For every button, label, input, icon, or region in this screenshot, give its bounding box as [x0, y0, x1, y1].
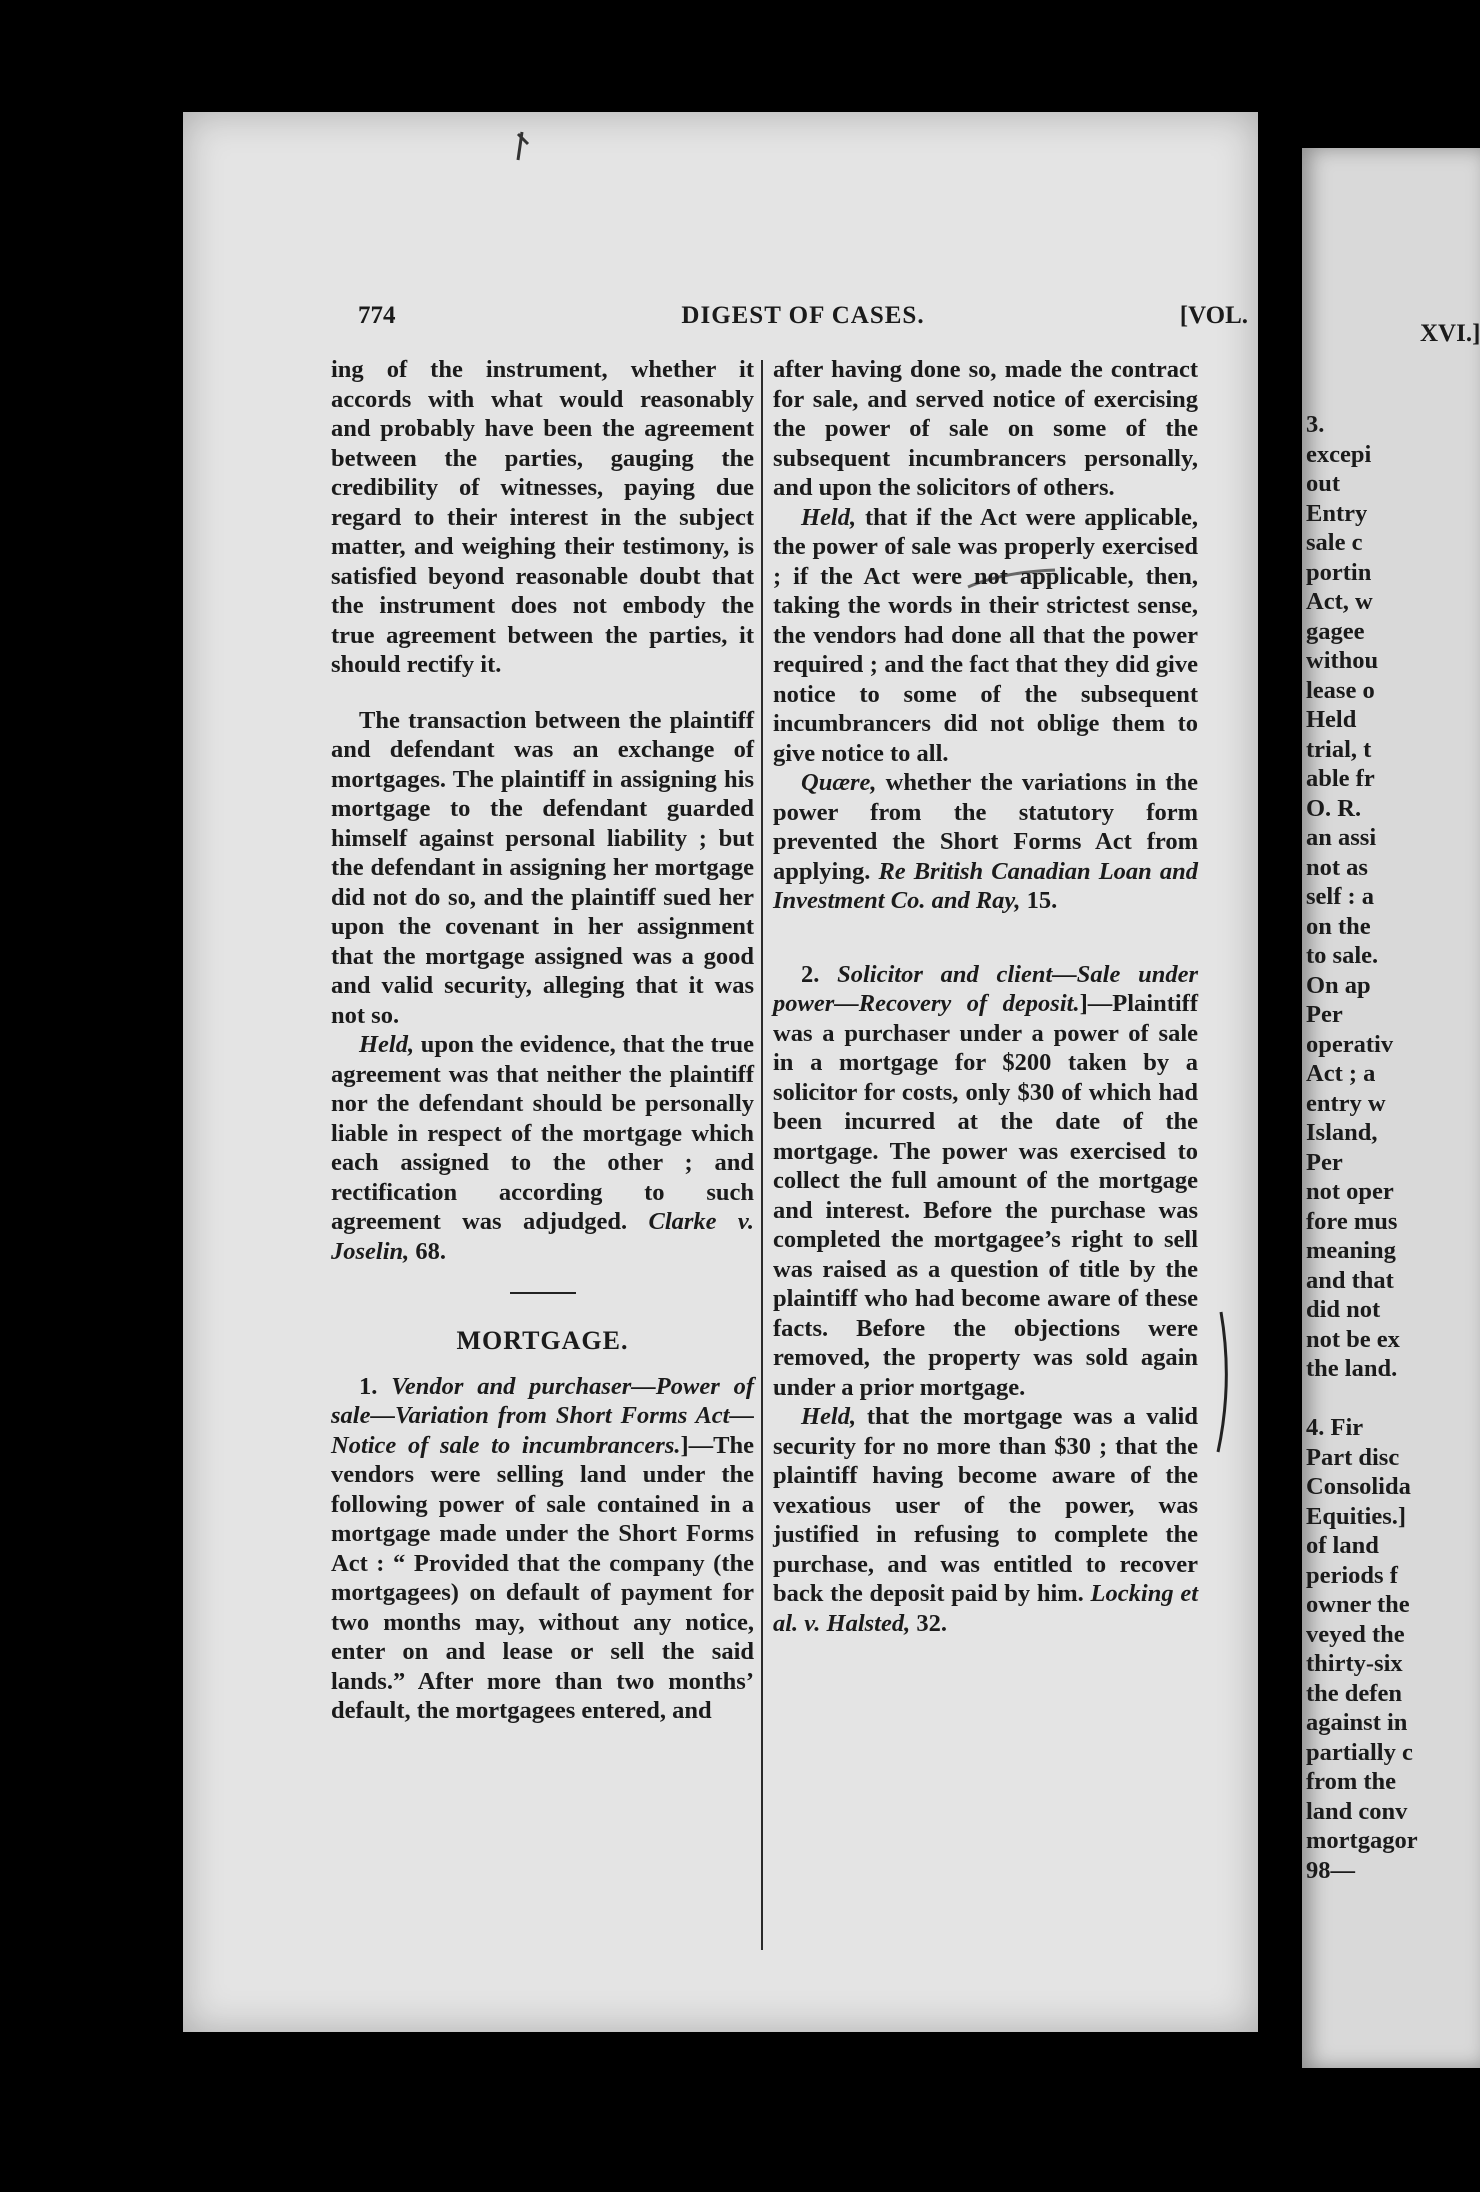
facing-page-text [1306, 410, 1480, 1885]
facing-page-line: operativ [1306, 1030, 1394, 1058]
facing-page-line: withou [1306, 647, 1379, 674]
facing-page-line: to sale. [1306, 942, 1379, 969]
facing-page-line: Consolida [1306, 1473, 1411, 1500]
facing-page-line: meaning [1306, 1237, 1396, 1264]
left-column [331, 355, 754, 1726]
facing-page-line: thirty-six [1306, 1650, 1403, 1677]
case-citation: Locking et al. v. Halsted, [773, 1580, 1198, 1637]
facing-page-line: fore mus [1306, 1207, 1398, 1235]
facing-page-line: portin [1306, 558, 1372, 586]
facing-page-line: Island, [1306, 1119, 1378, 1146]
paragraph [773, 503, 1198, 769]
book-page-left [183, 112, 1258, 2032]
facing-page-line: sale c [1306, 529, 1363, 556]
paragraph: after having done so, made the contract for sale, and served notice of exercising the power of sale on some of the subsequent incumbrancers personally, and upon the solicitors of others. [773, 356, 1198, 501]
paragraph-text: that the mortgage was a valid security for no more than $30 ; that the plaintiff having become aware of the vexatious user of the power, was justified in refusing to complete the purchase, and was entitled to recover back the deposit paid by him. [773, 1403, 1198, 1607]
paragraph [773, 960, 1198, 1403]
paragraph-text: upon the evidence, that the true agreement was that neither the plaintiff nor the defendant should be personally liable in respect of the mortgage which each assigned to the other ; and rectification according to such agreement was adjudged. [331, 1031, 754, 1235]
facing-page-line: self : a [1306, 883, 1375, 910]
facing-page-line: out [1306, 470, 1341, 497]
facing-page-line: the defen [1306, 1679, 1402, 1707]
facing-page-line: of land [1306, 1532, 1379, 1559]
facing-page-line: able fr [1306, 765, 1375, 792]
facing-page-line: 98— [1306, 1856, 1355, 1884]
paragraph-text: ]—Plaintiff was a purchaser under a power of sale in a mortgage for $200 taken by a solicitor for costs, only $30 of which had been incurred at the date of the mortgage. The power was exercised to collect the full amount of the mortgage and interest. Before the purchase was completed the mortgagee’s right to sell was raised as a question of title by the plaintiff who had become aware of these facts. Before the objections were removed, the property was sold again under a prior mortgage. [773, 990, 1198, 1401]
facing-page-line: lease o [1306, 676, 1375, 704]
facing-page-line: gagee [1306, 617, 1365, 645]
facing-page-header: XVI.] [1420, 320, 1480, 347]
facing-page-line: Per [1306, 1148, 1343, 1176]
column-divider [761, 360, 763, 1950]
facing-page-line: against in [1306, 1709, 1408, 1736]
facing-page-line: not as [1306, 853, 1368, 881]
book-page-right [1302, 148, 1480, 2068]
paragraph: The transaction between the plaintiff and defendant was an exchange of mortgages. The plaintiff in assigning his mortgage to the defendant guarded himself against personal liability ; but the defendant in assigning her mortgage did not do so, and the plaintiff sued her upon the covenant in her assignment that the mortgage assigned was a good and valid security, alleging that it was not so. [331, 706, 754, 1029]
divider [510, 1292, 576, 1294]
facing-page-line: Held [1306, 706, 1357, 733]
quaere-label: Quære, [801, 769, 877, 796]
held-label: Held, [801, 1403, 857, 1430]
facing-page-line: the land. [1306, 1355, 1398, 1382]
facing-page-line: did not [1306, 1296, 1381, 1323]
right-column [773, 355, 1198, 1638]
facing-page-line: trial, t [1306, 735, 1372, 763]
facing-page-line: Act ; a [1306, 1060, 1376, 1087]
paragraph-text: that if the Act were applicable, the power of sale was properly exercised ; if the Act were not applicable, then, taking the words in their strictest sense, the vendors had done all that the power required ; and the fact that they did give notice to some of the subsequent incumbrancers did not oblige them to give notice to all. [773, 503, 1198, 767]
facing-page-line: Act, w [1306, 588, 1373, 615]
page-number: 774 [358, 302, 396, 329]
facing-page-line: not be ex [1306, 1325, 1400, 1353]
topic-heading: Solicitor and client—Sale under power—Recovery of deposit. [773, 960, 1199, 1017]
facing-page-line: 3. [1306, 411, 1325, 438]
facing-page-line: veyed the [1306, 1620, 1405, 1648]
facing-page-line: partially c [1306, 1738, 1413, 1766]
paragraph-text: whether the variations in the power from the statutory form prevented the Short Forms Act from applying. [773, 769, 1198, 885]
facing-page-line: from the [1306, 1768, 1397, 1795]
paragraph [773, 1402, 1198, 1638]
facing-page-line: Part disc [1306, 1443, 1400, 1471]
facing-page-line: land conv [1306, 1797, 1408, 1825]
facing-page-line: periods f [1306, 1561, 1398, 1589]
citation-page: 68. [409, 1237, 447, 1265]
paragraph-text: ]—The vendors were selling land under the following power of sale contained in a mortgage made under the Short Forms Act : “ Provided that the company (the mortgagees) on default of payment for two months may, without any notice, enter on and lease or sell the said lands.” After more than two months’ default, the mortgagees entered, and [331, 1431, 754, 1724]
citation-page: 32. [910, 1609, 947, 1637]
facing-page-line: Equities.] [1306, 1502, 1407, 1530]
facing-page-line: Per [1306, 1001, 1343, 1028]
topic-heading: Vendor and purchaser—Power of sale—Variation from Short Forms Act—Notice of sale to incumbrancers. [331, 1372, 755, 1459]
section-heading: MORTGAGE. [456, 1326, 629, 1355]
page-header [358, 302, 1248, 342]
paragraph: ing of the instrument, whether it accords with what would reasonably and probably have been the agreement between the parties, gauging the credibility of witnesses, paying due regard to their interest in the subject matter, and weighing their testimony, is satisfied beyond reasonable doubt that the instrument does not embody the true agreement between the parties, it should rectify it. [331, 356, 754, 678]
facing-page-line: 4. Fir [1306, 1414, 1364, 1441]
facing-page-line: entry w [1306, 1089, 1386, 1117]
item-number: 2. [801, 960, 838, 988]
facing-page-line: not oper [1306, 1178, 1394, 1205]
facing-page-line: an assi [1306, 824, 1377, 851]
held-label: Held, [801, 503, 857, 531]
paragraph [331, 1030, 754, 1266]
case-citation: Clarke v. Joselin, [331, 1208, 754, 1265]
facing-page-line: mortgagor [1306, 1827, 1418, 1854]
facing-page-line: on the [1306, 912, 1371, 940]
running-head: DIGEST OF CASES. [681, 302, 925, 329]
paragraph [331, 1372, 754, 1726]
facing-page-line: owner the [1306, 1591, 1410, 1618]
citation-page: 15. [1020, 887, 1058, 914]
facing-page-line: excepi [1306, 440, 1372, 468]
item-number: 1. [359, 1372, 392, 1400]
case-citation: Re British Canadian Loan and Investment Co. and Ray, [773, 857, 1198, 914]
paragraph [773, 768, 1198, 916]
held-label: Held, [359, 1031, 415, 1058]
facing-page-line: Entry [1306, 499, 1368, 527]
facing-page-line: O. R. [1306, 794, 1362, 822]
facing-page-line [1306, 1384, 1480, 1414]
facing-page-line: and that [1306, 1266, 1394, 1294]
volume-label: [VOL. [1179, 302, 1248, 329]
facing-page-line: On ap [1306, 971, 1371, 999]
